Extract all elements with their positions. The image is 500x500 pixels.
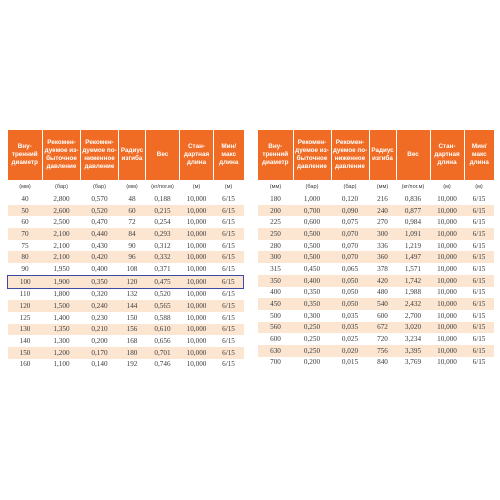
cell-underpressure: 0,050 <box>331 287 369 299</box>
cell-standard-length: 10,000 <box>180 275 214 288</box>
cell-bend-radius: 756 <box>369 345 396 357</box>
cell-inner-diameter: 450 <box>258 298 293 310</box>
cell-overpressure: 0,200 <box>293 357 331 369</box>
cell-standard-length: 10,000 <box>430 287 464 299</box>
cell-inner-diameter: 700 <box>258 357 293 369</box>
cell-inner-diameter: 130 <box>8 324 43 336</box>
cell-standard-length: 10,000 <box>180 263 214 275</box>
cell-standard-length: 10,000 <box>180 300 214 312</box>
unit-min-max-length: (м) <box>464 180 494 193</box>
cell-underpressure: 0,035 <box>331 310 369 322</box>
cell-min-max-length: 6/15 <box>214 251 244 263</box>
unit-overpressure: (бар) <box>293 180 331 193</box>
table-row <box>8 205 244 217</box>
cell-min-max-length: 6/15 <box>214 347 244 359</box>
cell-min-max-length: 6/15 <box>464 310 494 322</box>
cell-overpressure: 2,500 <box>43 216 81 228</box>
cell-bend-radius: 192 <box>119 359 146 371</box>
cell-weight: 3,395 <box>396 345 430 357</box>
unit-underpressure: (бар) <box>331 180 369 193</box>
cell-overpressure: 0,450 <box>293 263 331 275</box>
cell-min-max-length: 6/15 <box>464 275 494 287</box>
cell-min-max-length: 6/15 <box>214 300 244 312</box>
cell-min-max-length: 6/15 <box>214 263 244 275</box>
cell-weight: 3,020 <box>396 322 430 334</box>
cell-bend-radius: 72 <box>119 216 146 228</box>
unit-min-max-length: (м) <box>214 180 244 193</box>
cell-bend-radius: 156 <box>119 324 146 336</box>
cell-min-max-length: 6/15 <box>214 216 244 228</box>
cell-standard-length: 10,000 <box>180 335 214 347</box>
cell-weight: 1,497 <box>396 251 430 263</box>
cell-inner-diameter: 300 <box>258 251 293 263</box>
cell-weight: 0,371 <box>146 263 180 275</box>
cell-min-max-length: 6/15 <box>214 228 244 240</box>
cell-overpressure: 0,350 <box>293 287 331 299</box>
cell-bend-radius: 480 <box>369 287 396 299</box>
cell-weight: 0,984 <box>396 216 430 228</box>
cell-underpressure: 0,350 <box>81 275 119 288</box>
table-row <box>258 357 494 369</box>
cell-bend-radius: 840 <box>369 357 396 369</box>
table-row <box>258 275 494 287</box>
cell-min-max-length: 6/15 <box>464 322 494 334</box>
cell-overpressure: 0,300 <box>293 310 331 322</box>
cell-bend-radius: 150 <box>119 312 146 324</box>
table-row <box>8 347 244 359</box>
cell-weight: 1,219 <box>396 240 430 252</box>
cell-standard-length: 10,000 <box>430 263 464 275</box>
unit-bend-radius: (мм) <box>119 180 146 193</box>
cell-underpressure: 0,470 <box>81 216 119 228</box>
cell-inner-diameter: 315 <box>258 263 293 275</box>
cell-min-max-length: 6/15 <box>214 205 244 217</box>
cell-weight: 0,520 <box>146 288 180 300</box>
cell-min-max-length: 6/15 <box>214 335 244 347</box>
column-header-standard-length: Стан- дартная длина <box>180 130 214 180</box>
cell-overpressure: 2,100 <box>43 228 81 240</box>
cell-min-max-length: 6/15 <box>214 288 244 300</box>
cell-min-max-length: 6/15 <box>464 263 494 275</box>
cell-overpressure: 0,350 <box>293 298 331 310</box>
cell-overpressure: 2,800 <box>43 193 81 205</box>
cell-underpressure: 0,520 <box>81 205 119 217</box>
cell-weight: 1,742 <box>396 275 430 287</box>
cell-weight: 2,432 <box>396 298 430 310</box>
column-header-overpressure: Рекомен- дуемое из- быточное давление <box>293 130 331 180</box>
cell-standard-length: 10,000 <box>180 193 214 205</box>
cell-weight: 0,293 <box>146 228 180 240</box>
cell-weight: 0,746 <box>146 359 180 371</box>
table-row <box>8 335 244 347</box>
cell-bend-radius: 108 <box>119 263 146 275</box>
cell-min-max-length: 6/15 <box>464 345 494 357</box>
cell-bend-radius: 300 <box>369 228 396 240</box>
cell-weight: 2,700 <box>396 310 430 322</box>
cell-underpressure: 0,070 <box>331 228 369 240</box>
cell-inner-diameter: 400 <box>258 287 293 299</box>
table-row <box>8 359 244 371</box>
column-header-standard-length: Стан- дартная длина <box>430 130 464 180</box>
column-header-inner-diameter: Вну- тренний диаметр <box>8 130 43 180</box>
cell-standard-length: 10,000 <box>180 312 214 324</box>
cell-standard-length: 10,000 <box>180 205 214 217</box>
cell-overpressure: 1,350 <box>43 324 81 336</box>
unit-standard-length: (м) <box>430 180 464 193</box>
cell-min-max-length: 6/15 <box>464 205 494 217</box>
cell-underpressure: 0,070 <box>331 251 369 263</box>
column-header-min-max-length: Мин/ макс длина <box>214 130 244 180</box>
cell-overpressure: 0,250 <box>293 322 331 334</box>
cell-weight: 0,610 <box>146 324 180 336</box>
cell-underpressure: 0,320 <box>81 288 119 300</box>
cell-bend-radius: 672 <box>369 322 396 334</box>
cell-bend-radius: 540 <box>369 298 396 310</box>
cell-bend-radius: 120 <box>119 275 146 288</box>
cell-overpressure: 0,700 <box>293 205 331 217</box>
cell-weight: 0,475 <box>146 275 180 288</box>
cell-underpressure: 0,050 <box>331 275 369 287</box>
cell-overpressure: 2,600 <box>43 205 81 217</box>
cell-standard-length: 10,000 <box>180 240 214 252</box>
cell-underpressure: 0,075 <box>331 216 369 228</box>
cell-overpressure: 2,100 <box>43 251 81 263</box>
cell-underpressure: 0,090 <box>331 205 369 217</box>
cell-overpressure: 1,500 <box>43 300 81 312</box>
cell-inner-diameter: 80 <box>8 251 43 263</box>
table-row <box>258 193 494 205</box>
cell-bend-radius: 168 <box>119 335 146 347</box>
column-header-bend-radius: Радиус изгиба <box>119 130 146 180</box>
cell-overpressure: 0,600 <box>293 216 331 228</box>
cell-underpressure: 0,025 <box>331 333 369 345</box>
cell-standard-length: 10,000 <box>180 347 214 359</box>
table-row <box>258 263 494 275</box>
cell-standard-length: 10,000 <box>180 228 214 240</box>
cell-inner-diameter: 75 <box>8 240 43 252</box>
cell-overpressure: 1,950 <box>43 263 81 275</box>
cell-overpressure: 0,250 <box>293 345 331 357</box>
cell-standard-length: 10,000 <box>430 240 464 252</box>
cell-bend-radius: 96 <box>119 251 146 263</box>
table-row <box>8 216 244 228</box>
table-row <box>8 300 244 312</box>
cell-min-max-length: 6/15 <box>464 333 494 345</box>
cell-weight: 0,877 <box>396 205 430 217</box>
unit-inner-diameter: (мм) <box>258 180 293 193</box>
cell-min-max-length: 6/15 <box>214 324 244 336</box>
cell-overpressure: 2,100 <box>43 240 81 252</box>
cell-min-max-length: 6/15 <box>214 193 244 205</box>
cell-underpressure: 0,035 <box>331 322 369 334</box>
cell-inner-diameter: 350 <box>258 275 293 287</box>
cell-underpressure: 0,020 <box>331 345 369 357</box>
table-row <box>258 298 494 310</box>
cell-overpressure: 1,300 <box>43 335 81 347</box>
cell-underpressure: 0,230 <box>81 312 119 324</box>
cell-bend-radius: 216 <box>369 193 396 205</box>
cell-weight: 0,836 <box>396 193 430 205</box>
table-row <box>8 193 244 205</box>
cell-weight: 0,588 <box>146 312 180 324</box>
table-row <box>8 275 244 288</box>
column-header-overpressure: Рекомен- дуемое из- быточное давление <box>43 130 81 180</box>
cell-bend-radius: 48 <box>119 193 146 205</box>
column-header-bend-radius: Радиус изгиба <box>369 130 396 180</box>
cell-min-max-length: 6/15 <box>464 357 494 369</box>
cell-bend-radius: 360 <box>369 251 396 263</box>
cell-overpressure: 1,400 <box>43 312 81 324</box>
cell-standard-length: 10,000 <box>430 193 464 205</box>
cell-underpressure: 0,240 <box>81 300 119 312</box>
header-row <box>8 130 244 180</box>
cell-standard-length: 10,000 <box>430 333 464 345</box>
cell-underpressure: 0,015 <box>331 357 369 369</box>
column-header-weight: Вес <box>396 130 430 180</box>
cell-inner-diameter: 560 <box>258 322 293 334</box>
cell-standard-length: 10,000 <box>180 288 214 300</box>
cell-underpressure: 0,420 <box>81 251 119 263</box>
column-header-weight: Вес <box>146 130 180 180</box>
table-row <box>258 240 494 252</box>
unit-standard-length: (м) <box>180 180 214 193</box>
cell-bend-radius: 240 <box>369 205 396 217</box>
cell-underpressure: 0,140 <box>81 359 119 371</box>
cell-inner-diameter: 70 <box>8 228 43 240</box>
table-row <box>258 228 494 240</box>
cell-min-max-length: 6/15 <box>464 240 494 252</box>
cell-bend-radius: 270 <box>369 216 396 228</box>
table-row <box>8 263 244 275</box>
cell-standard-length: 10,000 <box>430 322 464 334</box>
cell-bend-radius: 336 <box>369 240 396 252</box>
cell-inner-diameter: 40 <box>8 193 43 205</box>
hose-spec-table-left <box>7 130 244 370</box>
cell-weight: 1,988 <box>396 287 430 299</box>
table-row <box>258 310 494 322</box>
cell-inner-diameter: 160 <box>8 359 43 371</box>
unit-weight: (кг/пог.м) <box>146 180 180 193</box>
table-header <box>8 130 244 193</box>
cell-underpressure: 0,440 <box>81 228 119 240</box>
cell-standard-length: 10,000 <box>430 228 464 240</box>
unit-bend-radius: (мм) <box>369 180 396 193</box>
cell-bend-radius: 144 <box>119 300 146 312</box>
units-row <box>258 180 494 193</box>
units-row <box>8 180 244 193</box>
cell-underpressure: 0,120 <box>331 193 369 205</box>
cell-inner-diameter: 125 <box>8 312 43 324</box>
table-row <box>8 312 244 324</box>
cell-standard-length: 10,000 <box>180 324 214 336</box>
hose-spec-table-right <box>258 130 494 368</box>
cell-weight: 1,091 <box>396 228 430 240</box>
cell-bend-radius: 84 <box>119 228 146 240</box>
cell-weight: 0,701 <box>146 347 180 359</box>
cell-min-max-length: 6/15 <box>214 275 244 288</box>
cell-underpressure: 0,170 <box>81 347 119 359</box>
cell-inner-diameter: 630 <box>258 345 293 357</box>
table-body <box>8 193 244 370</box>
cell-weight: 0,188 <box>146 193 180 205</box>
cell-inner-diameter: 180 <box>258 193 293 205</box>
cell-standard-length: 10,000 <box>430 275 464 287</box>
cell-min-max-length: 6/15 <box>464 228 494 240</box>
table-row <box>258 216 494 228</box>
cell-standard-length: 10,000 <box>430 205 464 217</box>
cell-weight: 0,332 <box>146 251 180 263</box>
cell-bend-radius: 180 <box>119 347 146 359</box>
cell-weight: 0,312 <box>146 240 180 252</box>
cell-overpressure: 1,100 <box>43 359 81 371</box>
cell-inner-diameter: 90 <box>8 263 43 275</box>
cell-inner-diameter: 225 <box>258 216 293 228</box>
cell-min-max-length: 6/15 <box>464 216 494 228</box>
cell-overpressure: 1,000 <box>293 193 331 205</box>
cell-inner-diameter: 150 <box>8 347 43 359</box>
cell-weight: 0,215 <box>146 205 180 217</box>
cell-min-max-length: 6/15 <box>214 359 244 371</box>
cell-inner-diameter: 50 <box>8 205 43 217</box>
cell-inner-diameter: 120 <box>8 300 43 312</box>
cell-inner-diameter: 200 <box>258 205 293 217</box>
unit-weight: (кг/пог.м) <box>396 180 430 193</box>
cell-standard-length: 10,000 <box>430 216 464 228</box>
cell-standard-length: 10,000 <box>180 251 214 263</box>
table-row <box>258 345 494 357</box>
cell-inner-diameter: 250 <box>258 228 293 240</box>
cell-overpressure: 0,500 <box>293 228 331 240</box>
cell-bend-radius: 600 <box>369 310 396 322</box>
table-row <box>8 240 244 252</box>
cell-weight: 0,254 <box>146 216 180 228</box>
cell-overpressure: 0,400 <box>293 275 331 287</box>
cell-bend-radius: 90 <box>119 240 146 252</box>
table-row <box>258 205 494 217</box>
table-row <box>8 324 244 336</box>
cell-underpressure: 0,065 <box>331 263 369 275</box>
table-row <box>8 288 244 300</box>
cell-standard-length: 10,000 <box>430 345 464 357</box>
cell-min-max-length: 6/15 <box>464 287 494 299</box>
cell-underpressure: 0,210 <box>81 324 119 336</box>
cell-bend-radius: 132 <box>119 288 146 300</box>
cell-overpressure: 0,500 <box>293 251 331 263</box>
table-row <box>258 251 494 263</box>
cell-inner-diameter: 600 <box>258 333 293 345</box>
cell-overpressure: 1,200 <box>43 347 81 359</box>
cell-min-max-length: 6/15 <box>464 193 494 205</box>
cell-inner-diameter: 60 <box>8 216 43 228</box>
cell-overpressure: 0,250 <box>293 333 331 345</box>
unit-overpressure: (бар) <box>43 180 81 193</box>
table-row <box>258 287 494 299</box>
cell-standard-length: 10,000 <box>180 216 214 228</box>
cell-overpressure: 1,900 <box>43 275 81 288</box>
cell-min-max-length: 6/15 <box>214 312 244 324</box>
cell-standard-length: 10,000 <box>430 251 464 263</box>
cell-weight: 0,656 <box>146 335 180 347</box>
table-row <box>258 322 494 334</box>
cell-underpressure: 0,430 <box>81 240 119 252</box>
column-header-underpressure: Рекомен- дуемое по- ниженное давление <box>81 130 119 180</box>
cell-underpressure: 0,400 <box>81 263 119 275</box>
cell-weight: 3,769 <box>396 357 430 369</box>
table-row <box>8 228 244 240</box>
column-header-inner-diameter: Вну- тренний диаметр <box>258 130 293 180</box>
cell-underpressure: 0,200 <box>81 335 119 347</box>
cell-bend-radius: 378 <box>369 263 396 275</box>
cell-weight: 0,565 <box>146 300 180 312</box>
table-row <box>258 333 494 345</box>
cell-weight: 3,234 <box>396 333 430 345</box>
cell-bend-radius: 60 <box>119 205 146 217</box>
cell-inner-diameter: 140 <box>8 335 43 347</box>
cell-bend-radius: 420 <box>369 275 396 287</box>
cell-standard-length: 10,000 <box>430 298 464 310</box>
table-body <box>258 193 494 368</box>
cell-inner-diameter: 500 <box>258 310 293 322</box>
unit-inner-diameter: (мм) <box>8 180 43 193</box>
cell-underpressure: 0,070 <box>331 240 369 252</box>
cell-overpressure: 1,800 <box>43 288 81 300</box>
cell-underpressure: 0,570 <box>81 193 119 205</box>
table-row <box>8 251 244 263</box>
cell-overpressure: 0,500 <box>293 240 331 252</box>
column-header-min-max-length: Мин/ макс длина <box>464 130 494 180</box>
cell-min-max-length: 6/15 <box>464 251 494 263</box>
header-row <box>258 130 494 180</box>
cell-standard-length: 10,000 <box>430 310 464 322</box>
cell-standard-length: 10,000 <box>180 359 214 371</box>
cell-weight: 1,571 <box>396 263 430 275</box>
table-header <box>258 130 494 193</box>
column-header-underpressure: Рекомен- дуемое по- ниженное давление <box>331 130 369 180</box>
cell-bend-radius: 720 <box>369 333 396 345</box>
unit-underpressure: (бар) <box>81 180 119 193</box>
cell-min-max-length: 6/15 <box>214 240 244 252</box>
cell-inner-diameter: 100 <box>8 275 43 288</box>
cell-inner-diameter: 110 <box>8 288 43 300</box>
cell-min-max-length: 6/15 <box>464 298 494 310</box>
cell-underpressure: 0,050 <box>331 298 369 310</box>
cell-inner-diameter: 280 <box>258 240 293 252</box>
cell-standard-length: 10,000 <box>430 357 464 369</box>
